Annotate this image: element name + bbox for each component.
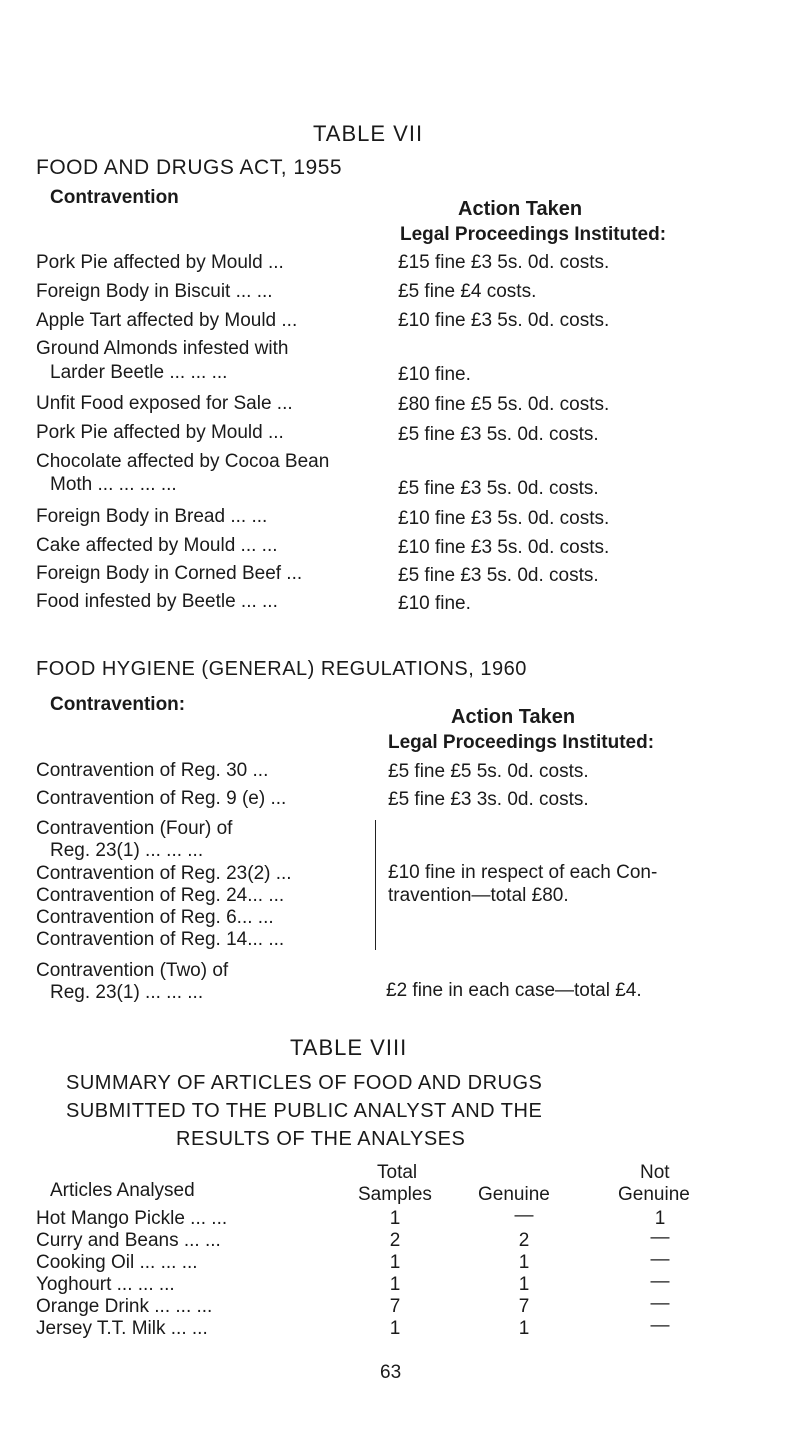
table-row-total: 7 [389,1296,401,1317]
table-row-contravention-cont: Moth ... ... ... ... [50,474,177,495]
table-row-contravention: Food infested by Beetle ... ... [36,591,278,612]
table-row-not-genuine: — [650,1271,670,1292]
table-row-action: £10 fine. [398,364,471,385]
table-row-genuine: 1 [518,1318,530,1339]
legal-proceedings-header: Legal Proceedings Instituted: [400,224,667,245]
total-header-line2: Samples [358,1184,432,1205]
table-viii-title: TABLE VIII [290,1035,408,1060]
table-row-not-genuine: — [650,1227,670,1248]
table-row-action: £10 fine. [398,593,471,614]
table-row-contravention: Apple Tart affected by Mould ... [36,310,298,331]
table-row-action: £5 fine £3 5s. 0d. costs. [398,424,599,445]
table-row-contravention: Chocolate affected by Cocoa Bean [36,451,330,472]
table-row-total: 1 [389,1274,401,1295]
group-bracket [375,820,376,950]
table-row-contravention-cont: Reg. 23(1) ... ... ... [50,982,204,1003]
table-row-action: £5 fine £3 5s. 0d. costs. [398,565,599,586]
table-row-contravention-cont: Reg. 23(1) ... ... ... [50,840,204,861]
table-vii-title: TABLE VII [313,121,424,146]
table-row-action: £10 fine in respect of each Con- [388,862,658,883]
table-row-genuine: 1 [518,1274,530,1295]
food-hygiene-heading: FOOD HYGIENE (GENERAL) REGULATIONS, 1960 [36,658,527,680]
table-row-total: 1 [389,1252,401,1273]
table-row-action: £10 fine £3 5s. 0d. costs. [398,310,610,331]
table-row-total: 2 [389,1230,401,1251]
table-row-total: 1 [389,1208,401,1229]
contravention-header: Contravention: [50,694,186,715]
table-row-contravention: Pork Pie affected by Mould ... [36,422,284,443]
not-genuine-header-line2: Genuine [618,1184,690,1205]
action-taken-header: Action Taken [458,198,583,220]
table-row-not-genuine: — [650,1315,670,1336]
table-row-genuine: 2 [518,1230,530,1251]
food-drugs-act-heading: FOOD AND DRUGS ACT, 1955 [36,156,343,179]
table-row-article: Yoghourt ... ... ... [36,1274,175,1295]
action-taken-header: Action Taken [451,706,576,728]
table-row-contravention: Ground Almonds infested with [36,338,289,359]
table-row-action: £5 fine £3 5s. 0d. costs. [398,478,599,499]
table-row-article: Curry and Beans ... ... [36,1230,221,1251]
table-row-contravention: Contravention of Reg. 30 ... [36,760,269,781]
table-row-contravention: Contravention of Reg. 14... ... [36,929,285,950]
table-row-contravention: Foreign Body in Bread ... ... [36,506,268,527]
table-row-contravention: Foreign Body in Corned Beef ... [36,563,303,584]
table-row-not-genuine: 1 [654,1208,666,1229]
table-row-action: £2 fine in each case—total £4. [386,980,642,1001]
table-row-action: £10 fine £3 5s. 0d. costs. [398,508,610,529]
table-row-contravention: Contravention of Reg. 6... ... [36,907,274,928]
table-row-contravention: Pork Pie affected by Mould ... [36,252,284,273]
articles-analysed-header: Articles Analysed [50,1180,195,1201]
table-row-action: £10 fine £3 5s. 0d. costs. [398,537,610,558]
not-genuine-header-line1: Not [640,1162,670,1183]
summary-line-1: SUMMARY OF ARTICLES OF FOOD AND DRUGS [66,1072,543,1094]
table-row-article: Jersey T.T. Milk ... ... [36,1318,208,1339]
legal-proceedings-header: Legal Proceedings Instituted: [388,732,655,753]
table-row-contravention: Contravention of Reg. 24... ... [36,885,285,906]
table-row-not-genuine: — [650,1249,670,1270]
table-row-action: £15 fine £3 5s. 0d. costs. [398,252,610,273]
table-row-contravention: Contravention of Reg. 23(2) ... [36,863,292,884]
table-row-contravention: Contravention of Reg. 9 (e) ... [36,788,287,809]
table-row-contravention-cont: Larder Beetle ... ... ... [50,362,228,383]
table-row-contravention: Unfit Food exposed for Sale ... [36,393,293,414]
table-row-action: £5 fine £3 3s. 0d. costs. [388,789,589,810]
table-row-genuine: — [514,1205,534,1226]
table-row-genuine: 7 [518,1296,530,1317]
table-row-article: Hot Mango Pickle ... ... [36,1208,228,1229]
table-row-action: £5 fine £5 5s. 0d. costs. [388,761,589,782]
table-row-genuine: 1 [518,1252,530,1273]
table-row-contravention: Cake affected by Mould ... ... [36,535,278,556]
table-row-contravention: Contravention (Two) of [36,960,229,981]
table-row-not-genuine: — [650,1293,670,1314]
table-row-action-cont: travention—total £80. [388,885,569,906]
table-row-contravention: Contravention (Four) of [36,818,233,839]
total-header-line1: Total [377,1162,418,1183]
table-row-total: 1 [389,1318,401,1339]
table-row-article: Orange Drink ... ... ... [36,1296,213,1317]
table-row-action: £80 fine £5 5s. 0d. costs. [398,394,610,415]
table-row-contravention: Foreign Body in Biscuit ... ... [36,281,273,302]
summary-line-3: RESULTS OF THE ANALYSES [176,1128,466,1150]
summary-line-2: SUBMITTED TO THE PUBLIC ANALYST AND THE [66,1100,543,1122]
page-number: 63 [380,1362,402,1383]
table-row-article: Cooking Oil ... ... ... [36,1252,198,1273]
contravention-header: Contravention [50,187,179,208]
genuine-header: Genuine [478,1184,550,1205]
table-row-action: £5 fine £4 costs. [398,281,537,302]
